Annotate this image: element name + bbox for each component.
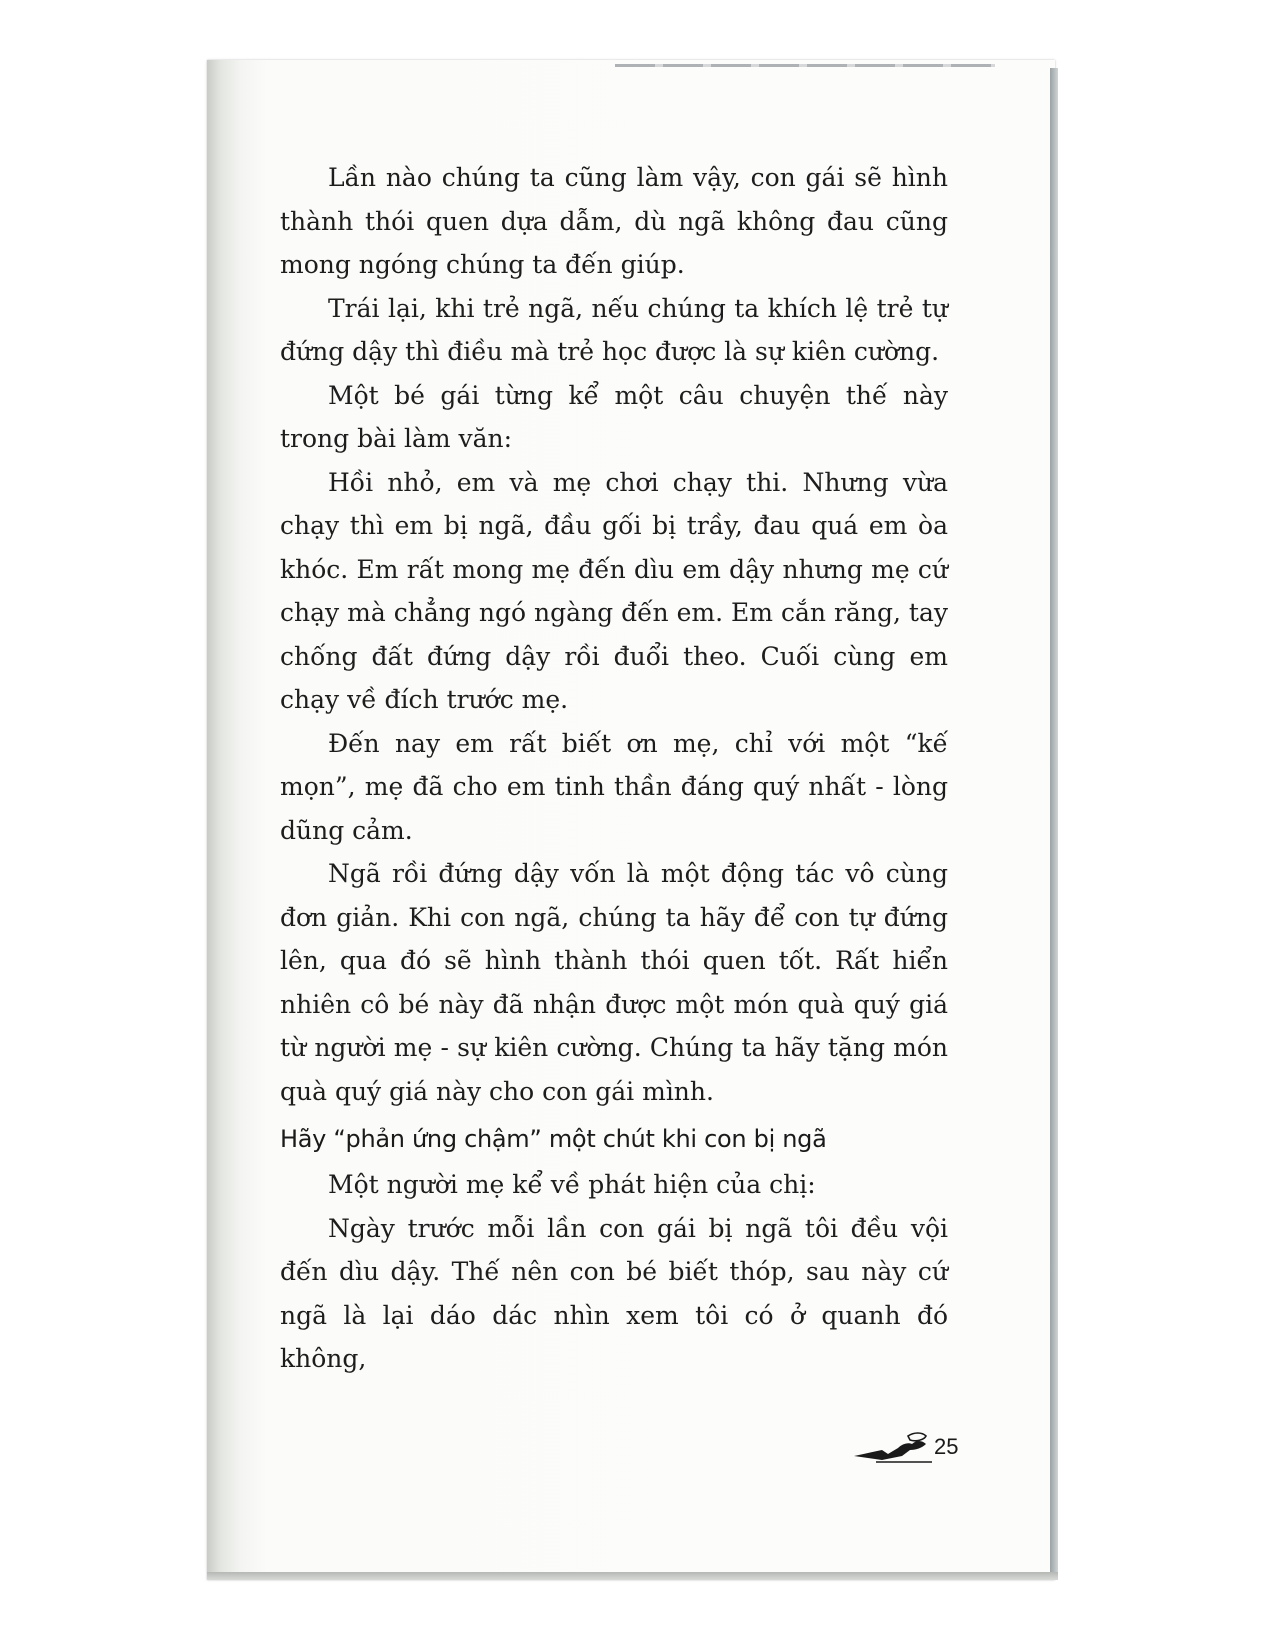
paragraph: Đến nay em rất biết ơn mẹ, chỉ với một “kế mọn”, mẹ đã cho em tinh thần đáng quý nhất - lòng dũng cảm. bbox=[280, 728, 948, 845]
running-figure-icon bbox=[852, 1432, 934, 1471]
paragraph: Ngày trước mỗi lần con gái bị ngã tôi đều vội đến dìu dậy. Thế nên con bé biết thóp, sau này cứ ngã là lại dáo dác nhìn xem tôi có ở quanh đó không, bbox=[280, 1213, 948, 1373]
page-number: 25 bbox=[934, 1434, 959, 1459]
page-edge-bottom bbox=[207, 1572, 1058, 1580]
body-text bbox=[280, 156, 948, 1381]
paragraph: Trái lại, khi trẻ ngã, nếu chúng ta khích lệ trẻ tự đứng dậy thì điều mà trẻ học được là sự kiên cường. bbox=[280, 293, 948, 366]
header-rule bbox=[615, 64, 995, 67]
page-edge-right bbox=[1050, 68, 1058, 1576]
paragraph: Một người mẹ kể về phát hiện của chị: bbox=[328, 1170, 816, 1199]
paragraph: Một bé gái từng kể một câu chuyện thế này trong bài làm văn: bbox=[280, 380, 948, 453]
section-heading: Hãy “phản ứng chậm” một chút khi con bị ngã bbox=[280, 1125, 827, 1153]
paragraph: Hồi nhỏ, em và mẹ chơi chạy thi. Nhưng vừa chạy thì em bị ngã, đầu gối bị trầy, đau quá em òa khóc. Em rất mong mẹ đến dìu em dậy nhưng mẹ cứ chạy mà chẳng ngó ngàng đến em. Em cắn răng, tay chống đất đứng dậy rồi đuổi theo. Cuối cùng em chạy về đích trước mẹ. bbox=[280, 467, 948, 714]
paragraph: Ngã rồi đứng dậy vốn là một động tác vô cùng đơn giản. Khi con ngã, chúng ta hãy để con tự đứng lên, qua đó sẽ hình thành thói quen tốt. Rất hiển nhiên cô bé này đã nhận được một món quà quý giá từ người mẹ - sự kiên cường. Chúng ta hãy tặng món quà quý giá này cho con gái mình. bbox=[280, 859, 948, 1106]
paragraph: Lần nào chúng ta cũng làm vậy, con gái sẽ hình thành thói quen dựa dẫm, dù ngã không đau cũng mong ngóng chúng ta đến giúp. bbox=[280, 163, 948, 279]
